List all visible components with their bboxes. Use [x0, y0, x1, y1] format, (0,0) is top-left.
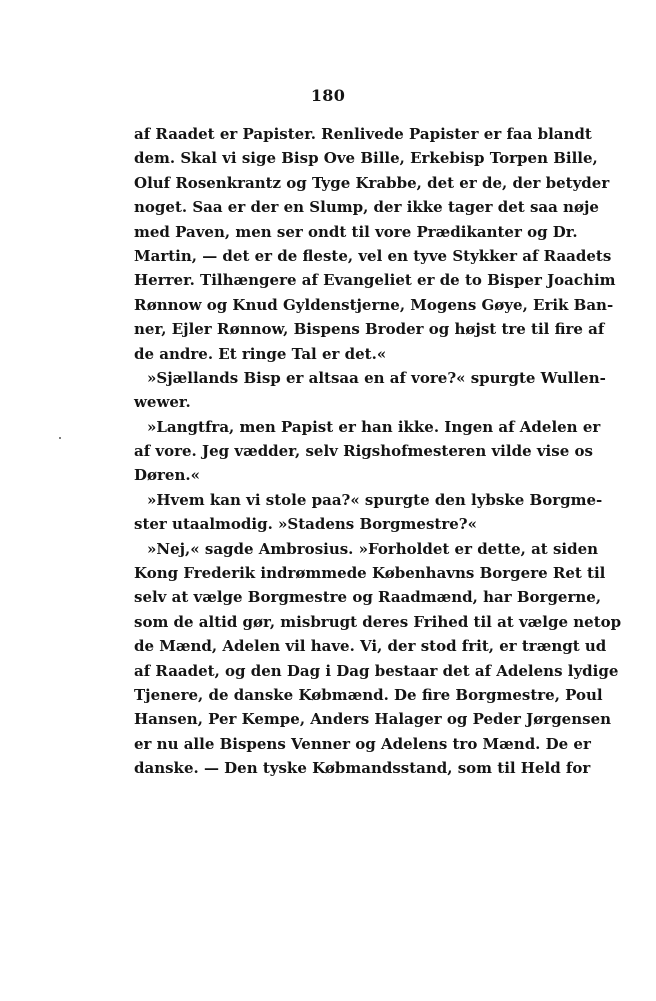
text-line: Rønnow og Knud Gyldenstjerne, Mogens Gøye, Erik Ban-: [134, 295, 614, 314]
text-line: Døren.«: [134, 466, 200, 485]
text-line: er nu alle Bispens Venner og Adelens tro Mænd. De er: [134, 734, 591, 753]
text-line: af vore. Jeg vædder, selv Rigshofmesteren vilde vise os: [134, 442, 593, 461]
text-line: dem. Skal vi sige Bisp Ove Bille, Erkebisp Torpen Bille,: [134, 149, 598, 168]
text-line: Hansen, Per Kempe, Anders Halager og Peder Jørgensen: [134, 710, 612, 729]
text-line: Herrer. Tilhængere af Evangeliet er de to Bisper Joachim: [134, 271, 616, 290]
text-line: selv at vælge Borgmestre og Raadmænd, har Borgerne,: [134, 588, 602, 607]
text-line: wewer.: [134, 393, 191, 412]
text-line: ster utaalmodig. »Stadens Borgmestre?«: [134, 515, 477, 534]
text-line: »Hvem kan vi stole paa?« spurgte den lybske Borgme-: [147, 490, 603, 509]
text-line: Martin, — det er de fleste, vel en tyve Stykker af Raadets: [134, 246, 612, 265]
text-line: danske. — Den tyske Købmandsstand, som til Held for: [134, 759, 591, 778]
text-line: med Paven, men ser ondt til vore Prædikanter og Dr.: [134, 222, 578, 241]
text-line: de Mænd, Adelen vil have. Vi, der stod frit, er trængt ud: [134, 637, 607, 656]
text-line: »Sjællands Bisp er altsaa en af vore?« spurgte Wullen-: [147, 368, 606, 387]
text-line: af Raadet, og den Dag i Dag bestaar det af Adelens lydige: [134, 661, 619, 680]
text-line: ner, Ejler Rønnow, Bispens Broder og højst tre til fire af: [134, 320, 605, 339]
text-line: af Raadet er Papister. Renlivede Papister er faa blandt: [134, 125, 592, 143]
text-line: Tjenere, de danske Købmænd. De fire Borgmestre, Poul: [134, 685, 603, 704]
text-line: »Nej,« sagde Ambrosius. »Forholdet er dette, at siden: [147, 539, 599, 558]
text-body: [134, 122, 622, 781]
text-line: som de altid gør, misbrugt deres Frihed til at vælge netop: [134, 612, 622, 631]
ink-speck: [59, 437, 61, 439]
text-line: Oluf Rosenkrantz og Tyge Krabbe, det er de, der betyder: [134, 173, 610, 192]
text-line: de andre. Et ringe Tal er det.«: [134, 344, 387, 363]
text-line: »Langtfra, men Papist er han ikke. Ingen af Adelen er: [147, 417, 601, 436]
text-line: noget. Saa er der en Slump, der ikke tager det saa nøje: [134, 198, 599, 217]
page-number: 180: [310, 86, 346, 105]
text-line: Kong Frederik indrømmede Københavns Borgere Ret til: [134, 564, 606, 583]
